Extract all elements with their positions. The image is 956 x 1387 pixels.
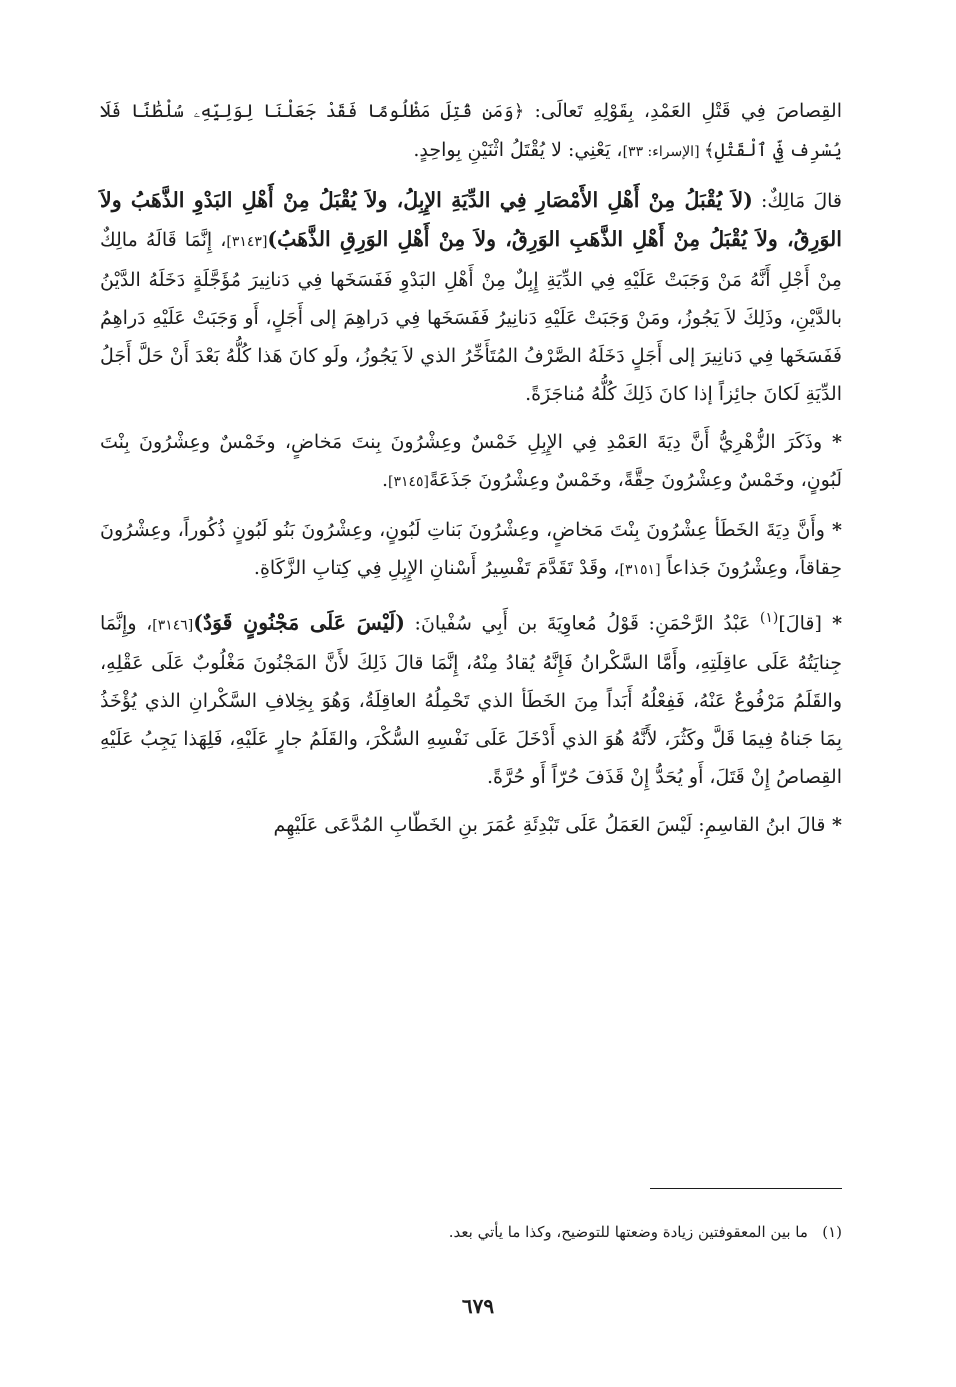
paragraph-ibn-qasim <box>100 806 842 844</box>
paragraph-text: قالَ ابنُ القاسِمِ: لَيْسَ العَمَلُ عَلَى تَبْدِئَةِ عُمَرَ بنِ الخَطّابِ المُدَّعَى عَلَيْهِم <box>273 814 826 837</box>
muwatta-quote: (لَيْسَ عَلَى مَجْنُونٍ قَوَدٌ) <box>193 610 405 635</box>
star-marker: * <box>824 519 842 541</box>
footnote-text: ما بين المعقوفتين زيادة وضعتها للتوضيح، وكذا ما يأتي بعد. <box>448 1223 808 1241</box>
paragraph-text: ، وإِنَّمَا جِنايَتُهُ عَلَى عاقِلَتِهِ، وأَمَّا السَّكْرانُ فَإِنَّهُ يُقادُ مِنْهُ، إِنَّمَا قالَ ذَلِكَ لأَنَّ المَجْنُونَ مَغْلُوبٌ عَلَى عَقْلِهِ، والقَلَمُ مَرْفُوعٌ عَنْهُ، فَفِعْلُهُ أَبَداً مِنَ الخَطَأ الذي تَحْمِلُهُ العاقِلَةُ، وَهُوَ بِخِلافِ السَّكْرانِ الذي يُؤْخَذُ بِمَا جَناهُ فِيمَا قَلَّ وكَثُرَ، لأَنَّهُ هُوَ الذي أَدْخَلَ عَلَى نَفْسِهِ السُّكْرَ، والقَلَمُ جارٍ عَلَيْهِ، فَلِهَذا يَجِبُ عَلَيْهِ القِصاصُ إِنْ قَتَلَ، أَو يُحَدُّ إِنْ قَذَفَ حُرّاً أَو حُرَّةً. <box>100 612 842 789</box>
paragraph-text: وأَنَّ دِيَةَ الخَطَأ عِشْرُونَ بِنْتَ مَخاضٍ، وعِشْرُونَ بَناتِ لَبُونٍ، وعِشْرُونَ بَنُو لَبُونٍ ذُكُوراً، وعِشْرُونَ حِقاقاً، وعِشْرُونَ جَذاعاً <box>100 519 842 579</box>
paragraph-end: . <box>381 469 388 491</box>
muwatta-quote: (لاَ يُقْبَلُ مِنْ أَهْلِ الأَمْصَارِ فِي الدِّيَةِ الإِبِلُ، ولاَ يُقْبَلُ مِنْ أَهْلِ البَدْوِ الذَّهَبُ ولاَ الوَرِقُ، ولاَ يُقْبَلُ مِنْ أَهْلِ الذَّهَبِ الوَرِقُ، ولاَ مِنْ أَهْلِ الوَرِقِ الذَّهَبُ) <box>100 188 842 251</box>
paragraph-lead: قالَ مَالِكٌ: <box>752 190 842 212</box>
paragraph-text: القِصاصَ فِي قَتْلِ العَمْدِ، بِقَوْلِهِ تَعالَى: <box>524 100 842 122</box>
paragraph-text: ، وقَدْ تَقَدَّمَ تَفْسِيرُ أَسْنانِ الإِبِلِ فِي كِتابِ الزَّكَاةِ. <box>253 557 620 579</box>
hadith-reference: [٣١٤٥] <box>388 474 430 490</box>
page-body <box>100 92 842 854</box>
quran-verse: ﴿وَمَن قُتِلَ مَظْلُومًا فَقَدْ جَعَلْنَا لِوَلِيِّهِۦ سُلْطَٰنًا فَلَا يُسْرِف فِّي ٱلْقَتْلِ﴾ <box>100 101 842 161</box>
paragraph-lead: [قالَ] <box>778 612 822 635</box>
paragraph-speaker: عَبْدُ الرَّحْمَنِ: قَوْلُ مُعاوِيَةَ بن أَبِي سُفْيانَ: <box>404 612 760 635</box>
paragraph-zuhri-amd <box>100 423 842 501</box>
paragraph-khata-diya <box>100 511 842 589</box>
quran-reference: [الإسراء: ٣٣] <box>622 144 704 160</box>
paragraph-text: ، إِنَّمَا قَالَهُ مالِكٌ مِنْ أَجْلِ أَنَّهُ مَنْ وَجَبَتْ عَلَيْهِ فِي الدِّيَةِ إِبِلٌ مِنْ أَهْلِ البَدْوِ فَفَسَخَها فِي دَنانِيرَ مُؤَجَّلَةٍ دَخَلَهُ الدَّيْنُ بالدَّيْنِ، وذَلِكَ لاَ يَجُوزُ، ومَنْ وَجَبَتْ عَلَيْهِ دَنانِيرُ فَفَسَخَها فِي دَراهِمَ إلى أَجَلٍ، أَو وَجَبَتْ عَلَيْهِ دَراهِمُ فَفَسَخَها فِي دَنانِيرَ إلى أَجَلٍ دَخَلَهُ الصَّرْفُ المُتَأَخِّرُ الذي لاَ يَجُوزُ، ولَو كانَ هَذا كُلُّهُ بَعْدَ أَنْ حَلَّ أَجَلُ الدِّيَةِ لَكانَ جائِزاً إذا كانَ ذَلِكَ كُلُّهُ مُناجَزَةً. <box>100 229 842 405</box>
paragraph-malik-diya <box>100 181 842 413</box>
paragraph-text: وذَكَرَ الزُّهْرِيُّ أَنَّ دِيَةَ العَمْدِ فِي الإِبِلِ خَمْسٌ وعِشْرُونَ بِنتَ مَخاضٍ، وخَمْسٌ وعِشْرُونَ بِنْتَ لَبُونٍ، وخَمْسٌ وعِشْرُونَ حِقَّةً، وخَمْسٌ وعِشْرُونَ جَذَعَةً <box>100 431 842 491</box>
footnote-mark: (١) <box>759 610 779 626</box>
page-number: ٦٧٩ <box>461 1294 495 1318</box>
paragraph-muawiya-majnun <box>100 599 842 796</box>
paragraph-qisas-quran <box>100 92 842 171</box>
footnote-divider <box>650 1188 842 1189</box>
star-marker: * <box>825 814 842 837</box>
star-marker: * <box>822 431 842 453</box>
footnote-number: (١) <box>822 1223 842 1241</box>
star-marker: * <box>821 612 843 635</box>
footnote <box>100 1220 842 1244</box>
paragraph-text: ، يَعْنِي: لا يُقْتَلُ اثْنَيْنِ بِواحِدٍ. <box>413 139 623 161</box>
hadith-reference: [٣١٤٣] <box>226 234 268 250</box>
hadith-reference: [٣١٥١] <box>619 562 661 578</box>
hadith-reference: [٣١٤٦] <box>152 617 194 634</box>
